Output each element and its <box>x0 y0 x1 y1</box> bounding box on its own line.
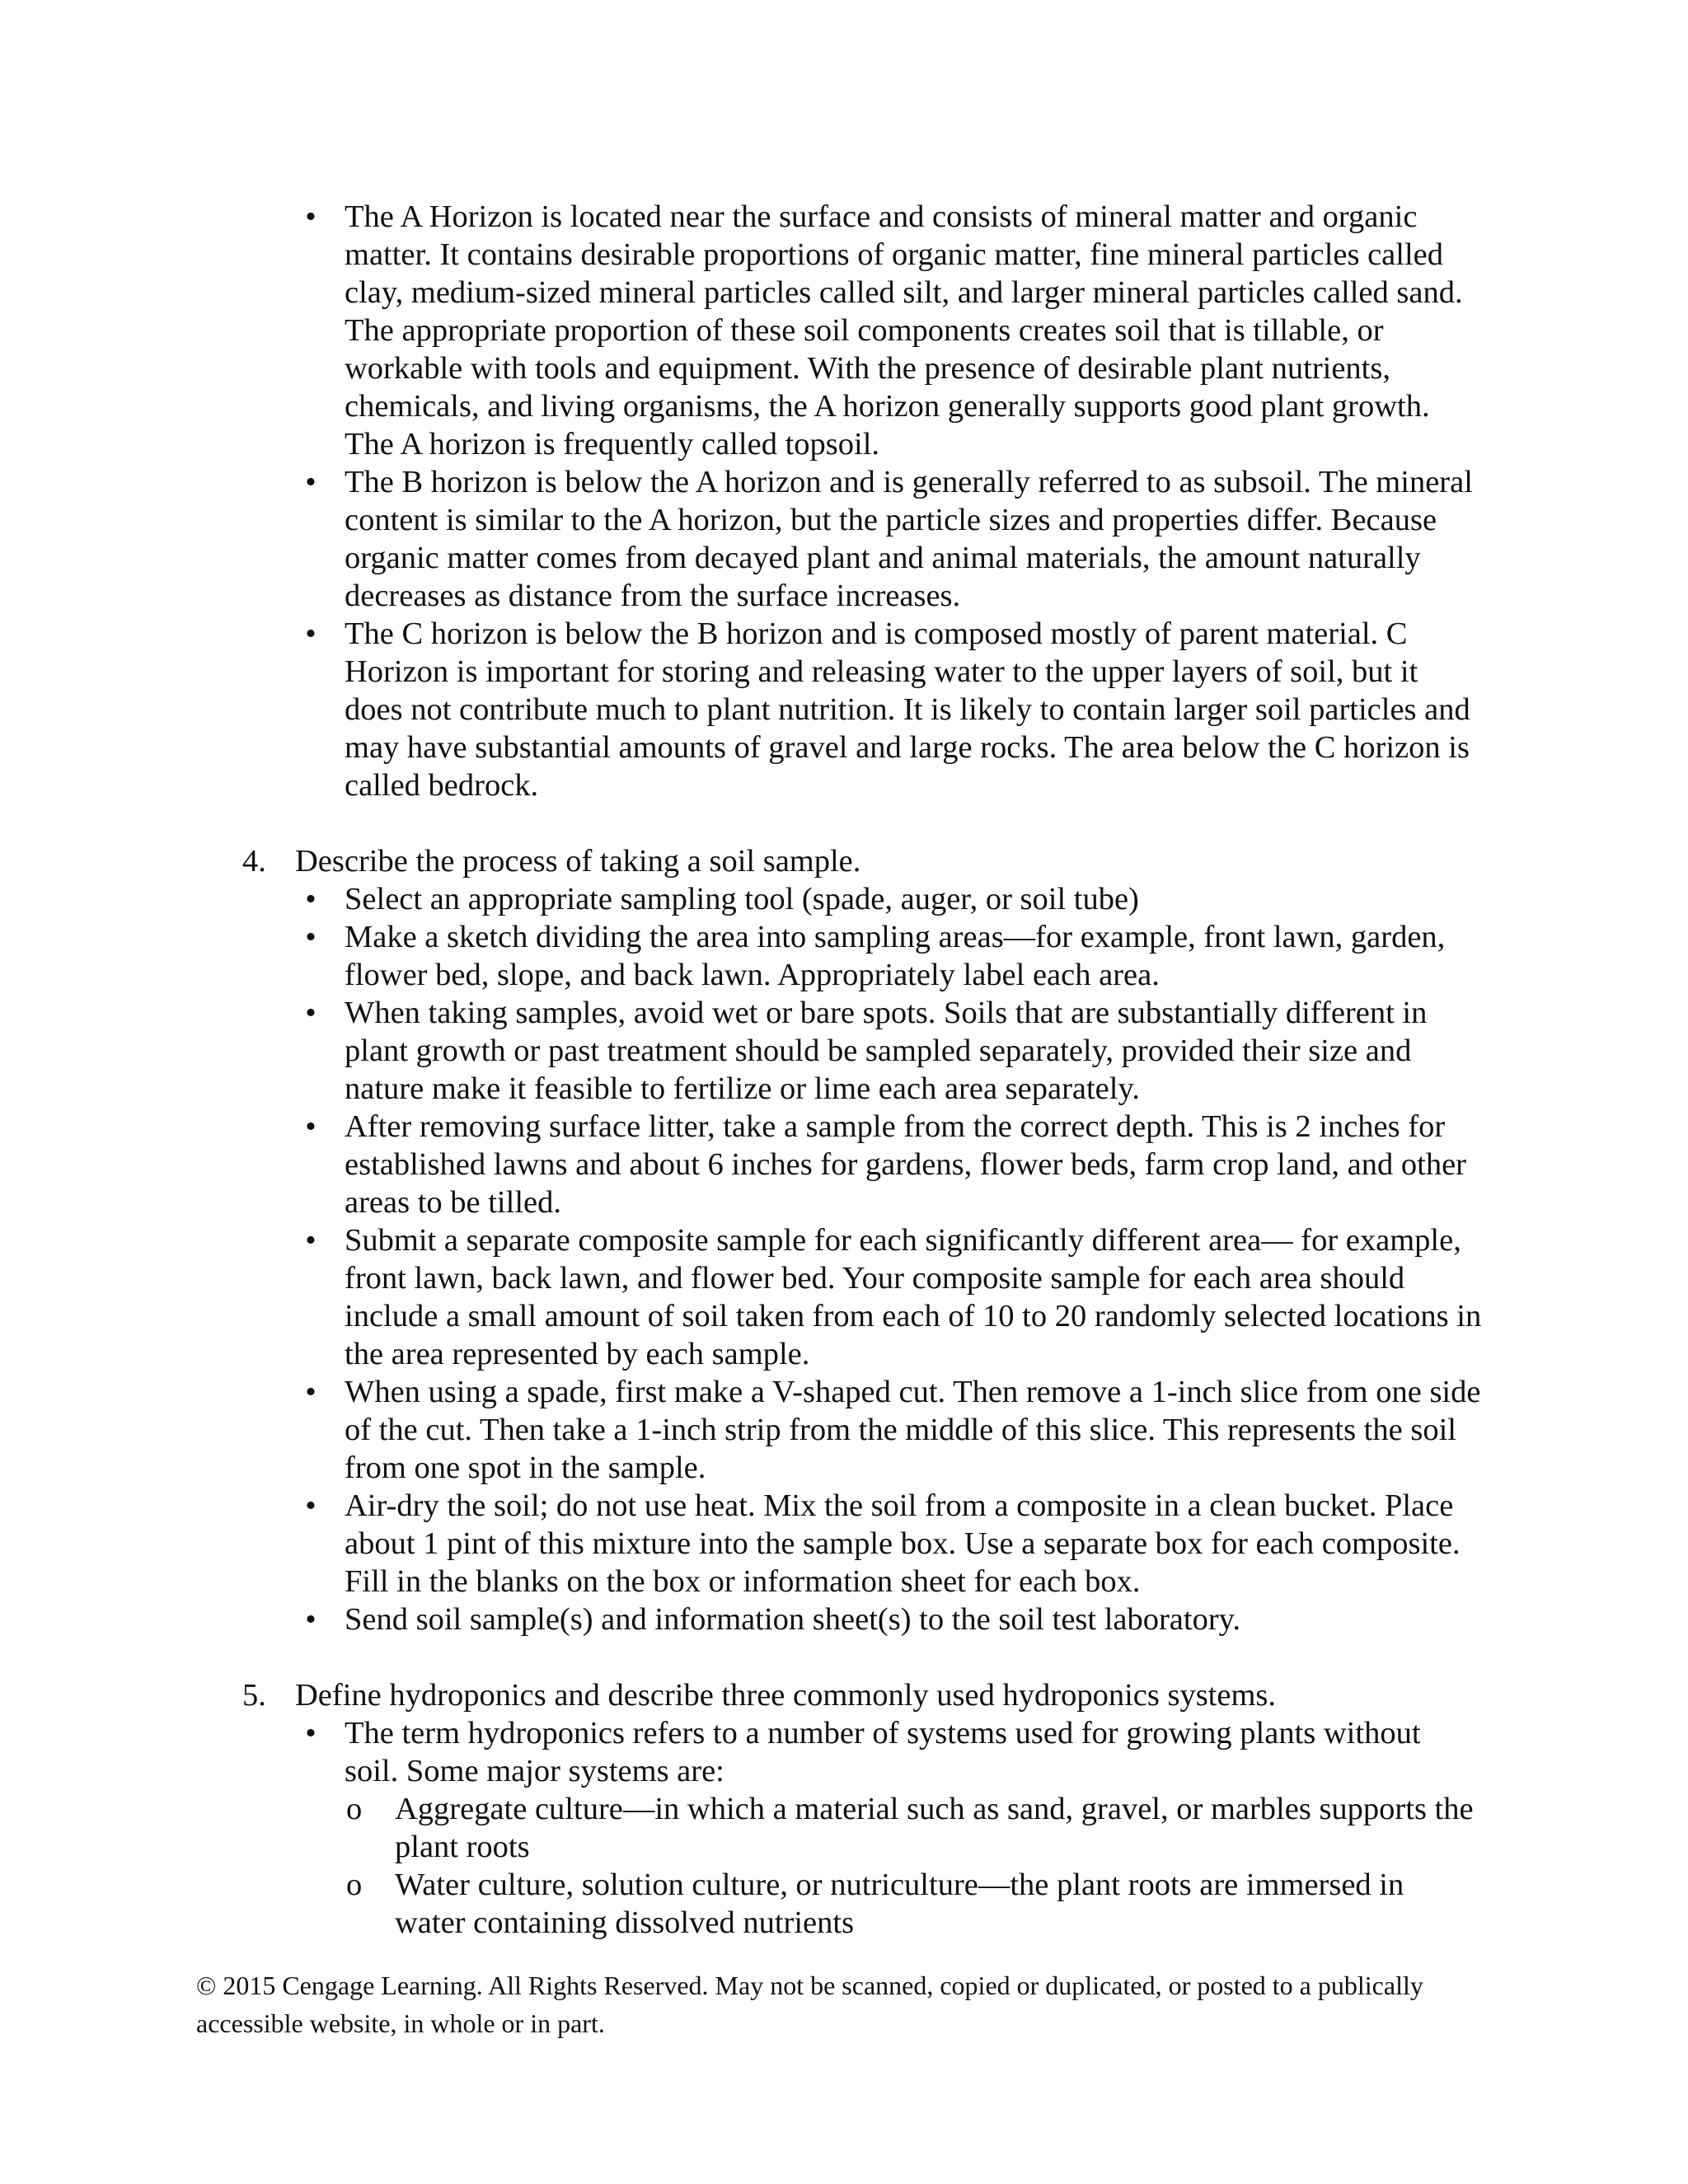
question-5-bullet-list <box>0 1714 1688 1790</box>
list-item <box>0 1221 1688 1373</box>
bullet-text: Air-dry the soil; do not use heat. Mix the soil from a composite in a clean bucket. Place about 1 pint of this mixture into the sample box. Use a separate box for each composite. Fill in the blanks on the box or information sheet for each box. <box>345 1488 1461 1599</box>
page-content <box>0 198 1688 1942</box>
list-item <box>0 918 1688 994</box>
bullet-icon: • <box>305 882 316 916</box>
question-4-heading <box>0 842 1688 880</box>
sub-item-text: Water culture, solution culture, or nutriculture—the plant roots are immersed in water containing dissolved nutrients <box>395 1868 1404 1940</box>
bullet-text: When taking samples, avoid wet or bare spots. Soils that are substantially different in plant growth or past treatment should be sampled separately, provided their size and nature make it feasible to fertilize or lime each area separately. <box>345 996 1428 1106</box>
bullet-text: Send soil sample(s) and information sheet(s) to the soil test laboratory. <box>345 1602 1241 1637</box>
sub-item-text: Aggregate culture—in which a material such as sand, gravel, or marbles supports the plant roots <box>395 1792 1474 1864</box>
circle-bullet-icon: o <box>346 1792 363 1826</box>
question-4-bullet-list <box>0 880 1688 1638</box>
sub-list-item <box>0 1790 1688 1866</box>
bullet-text: The term hydroponics refers to a number of systems used for growing plants without soil. Some major systems are: <box>345 1716 1421 1788</box>
bullet-icon: • <box>305 199 316 234</box>
list-item <box>0 463 1688 615</box>
list-item <box>0 1487 1688 1601</box>
spacer <box>0 1638 1688 1676</box>
bullet-icon: • <box>305 1375 316 1409</box>
list-item <box>0 615 1688 804</box>
sub-list-item <box>0 1866 1688 1942</box>
question-prompt: Define hydroponics and describe three commonly used hydroponics systems. <box>295 1678 1277 1713</box>
list-item <box>0 994 1688 1108</box>
bullet-icon: • <box>305 1109 316 1144</box>
spacer <box>0 804 1688 842</box>
bullet-text: The C horizon is below the B horizon and is composed mostly of parent material. C Horizon is important for storing and releasing water to the upper layers of soil, but it does not contribute much to plant nutrition. It is likely to contain larger soil particles and may have substantial amounts of gravel and large rocks. The area below the C horizon is called bedrock. <box>345 616 1470 803</box>
bullet-text: Make a sketch dividing the area into sampling areas—for example, front lawn, garden, flower bed, slope, and back lawn. Appropriately label each area. <box>345 920 1446 992</box>
bullet-icon: • <box>305 1716 316 1750</box>
bullet-text: Select an appropriate sampling tool (spade, auger, or soil tube) <box>345 882 1139 916</box>
bullet-text: After removing surface litter, take a sample from the correct depth. This is 2 inches for established lawns and about 6 inches for gardens, flower beds, farm crop land, and other areas to be tilled. <box>345 1109 1466 1220</box>
question-prompt: Describe the process of taking a soil sample. <box>295 844 861 879</box>
bullet-text: The A Horizon is located near the surface and consists of mineral matter and organic matter. It contains desirable proportions of organic matter, fine mineral particles called clay, medium-sized mineral particles called silt, and larger mineral particles called sand. The appropriate proportion of these soil components creates soil that is tillable, or workable with tools and equipment. With the presence of desirable plant nutrients, chemicals, and living organisms, the A horizon generally supports good plant growth. The A horizon is frequently called topsoil. <box>345 199 1463 462</box>
hydroponics-sub-list <box>0 1790 1688 1942</box>
bullet-icon: • <box>305 1223 316 1258</box>
list-item <box>0 880 1688 918</box>
question-5-heading <box>0 1676 1688 1714</box>
bullet-icon: • <box>305 920 316 954</box>
copyright-footer: © 2015 Cengage Learning. All Rights Reserved. May not be scanned, copied or duplicated, or posted to a publically accessible website, in whole or in part. <box>196 1971 1423 2038</box>
bullet-icon: • <box>305 616 316 651</box>
list-item <box>0 1373 1688 1487</box>
question-number: 5. <box>242 1678 266 1713</box>
bullet-text: The B horizon is below the A horizon and is generally referred to as subsoil. The mineral content is similar to the A horizon, but the particle sizes and properties differ. Because organic matter comes from decayed plant and animal materials, the amount naturally decreases as distance from the surface increases. <box>345 465 1473 613</box>
bullet-icon: • <box>305 1602 316 1637</box>
list-item <box>0 1108 1688 1221</box>
list-item <box>0 198 1688 463</box>
bullet-icon: • <box>305 996 316 1030</box>
list-item <box>0 1601 1688 1638</box>
bullet-text: When using a spade, first make a V-shaped cut. Then remove a 1-inch slice from one side of the cut. Then take a 1-inch strip from the middle of this slice. This represents the soil from one spot in the sample. <box>345 1375 1481 1485</box>
question-number: 4. <box>242 844 266 879</box>
bullet-icon: • <box>305 1488 316 1523</box>
bullet-text: Submit a separate composite sample for each significantly different area— for example, front lawn, back lawn, and flower bed. Your composite sample for each area should include a small amount of soil taken from each of 10 to 20 randomly selected locations in the area represented by each sample. <box>345 1223 1482 1371</box>
list-item <box>0 1714 1688 1790</box>
bullet-icon: • <box>305 465 316 499</box>
circle-bullet-icon: o <box>346 1868 363 1902</box>
horizon-bullet-list <box>0 198 1688 804</box>
